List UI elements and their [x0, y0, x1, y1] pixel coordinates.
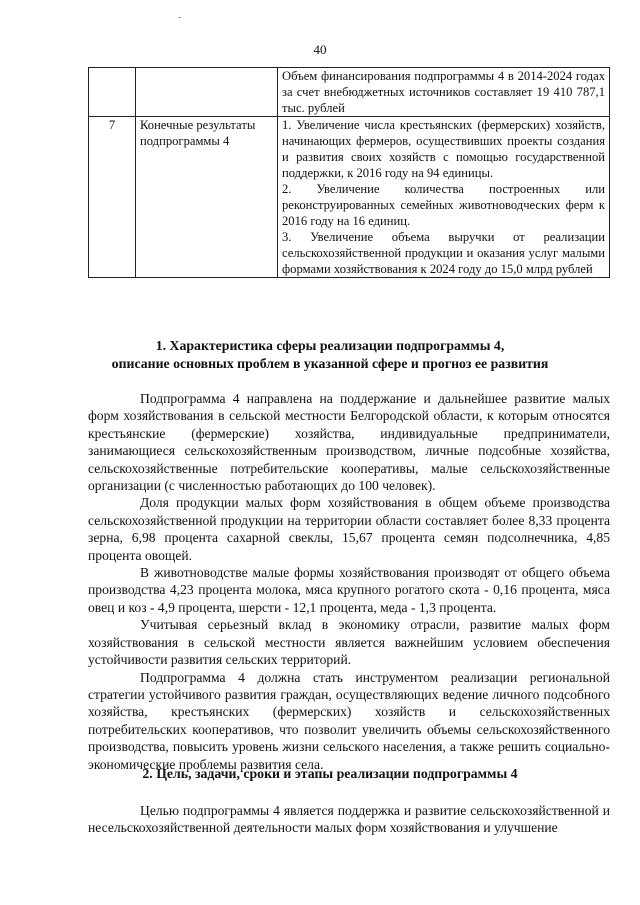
- corner-mark: -: [178, 12, 182, 23]
- paragraph: Подпрограмма 4 направлена на поддержание и дальнейшее развитие малых форм хозяйствования в сельской местности Белгородской области, к которым относятся крестьянские (фермерские) хозяйства, индивидуальные предприниматели, занимающиеся сельскохозяйственным производством, личные подсобные хозяйства, сельскохозяйственные потребительские кооперативы, малые сельскохозяйственные организации (с численностью работающих до 100 человек).: [88, 391, 610, 494]
- paragraph: Целью подпрограммы 4 является поддержка и развитие сельскохозяйственной и несельскохозяйственной деятельности малых форм хозяйствования и улучшение: [88, 803, 610, 836]
- section-2-title: 2. Цель, задачи, сроки и этапы реализации подпрограммы 4: [142, 766, 518, 781]
- result-item: 3. Увеличение объема выручки от реализации сельскохозяйственной продукции и оказания услуг малыми формами хозяйствования к 2024 году до 15,0 млрд рублей: [282, 230, 605, 276]
- paragraph: Доля продукции малых форм хозяйствования в общем объеме производства сельскохозяйственной продукции на территории области составляет более 8,33 процента зерна, 6,98 процента сахарной свеклы, 15,67 процента семян подсолнечника, 4,85 процента овощей.: [88, 495, 610, 563]
- table-row: [89, 117, 610, 278]
- section-1-body: [88, 390, 610, 773]
- row-name-cell: [136, 68, 278, 117]
- section-2-body: [88, 802, 610, 837]
- section-1-title-line-2: описание основных проблем в указанной сфере и прогноз ее развития: [111, 356, 549, 371]
- row-number-cell: 7: [89, 117, 136, 278]
- paragraph: В животноводстве малые формы хозяйствования производят от общего объема производства 4,23 процента молока, мяса крупного рогатого скота - 0,16 процента, мяса овец и коз - 4,9 процента, шерсти - 12,1 процента, меда - 1,3 процента.: [88, 565, 610, 615]
- paragraph: Учитывая серьезный вклад в экономику отрасли, развитие малых форм хозяйствования в сельской местности является важнейшим условием обеспечения устойчивости развития сельских территорий.: [88, 617, 610, 668]
- paragraph: Подпрограмма 4 должна стать инструментом реализации региональной стратегии устойчивого развития граждан, осуществляющих ведение личного подсобного хозяйства, крестьянских (фермерских) хозяйств и сельскохозяйственных потребительских кооперативов, что позволит увеличить объемы сельскохозяйственного производства, повысить уровень жизни сельского населения, а также решить социально-экономические проблемы развития села.: [88, 669, 610, 772]
- page-number: 40: [313, 42, 327, 57]
- result-item: 1. Увеличение числа крестьянских (фермерских) хозяйств, начинающих фермеров, осуществивших проекты создания и развития своих хозяйств с помощью государственной поддержки, к 2016 году на 94 единицы.: [282, 118, 605, 180]
- financing-volume-cell: Объем финансирования подпрограммы 4 в 2014-2024 годах за счет внебюджетных источников составляет 19 410 787,1 тыс. рублей: [278, 68, 610, 117]
- result-item: 2. Увеличение количества построенных или реконструированных семейных животноводческих ферм к 2016 году на 16 единиц.: [282, 182, 605, 228]
- final-results-cell: [278, 117, 610, 278]
- row-number-cell: [89, 68, 136, 117]
- section-1-title: [40, 337, 620, 373]
- table-row: [89, 68, 610, 117]
- row-name-cell: Конечные результаты подпрограммы 4: [136, 117, 278, 278]
- passport-table: [88, 67, 610, 278]
- section-1-title-line-1: 1. Характеристика сферы реализации подпрограммы 4,: [155, 338, 505, 353]
